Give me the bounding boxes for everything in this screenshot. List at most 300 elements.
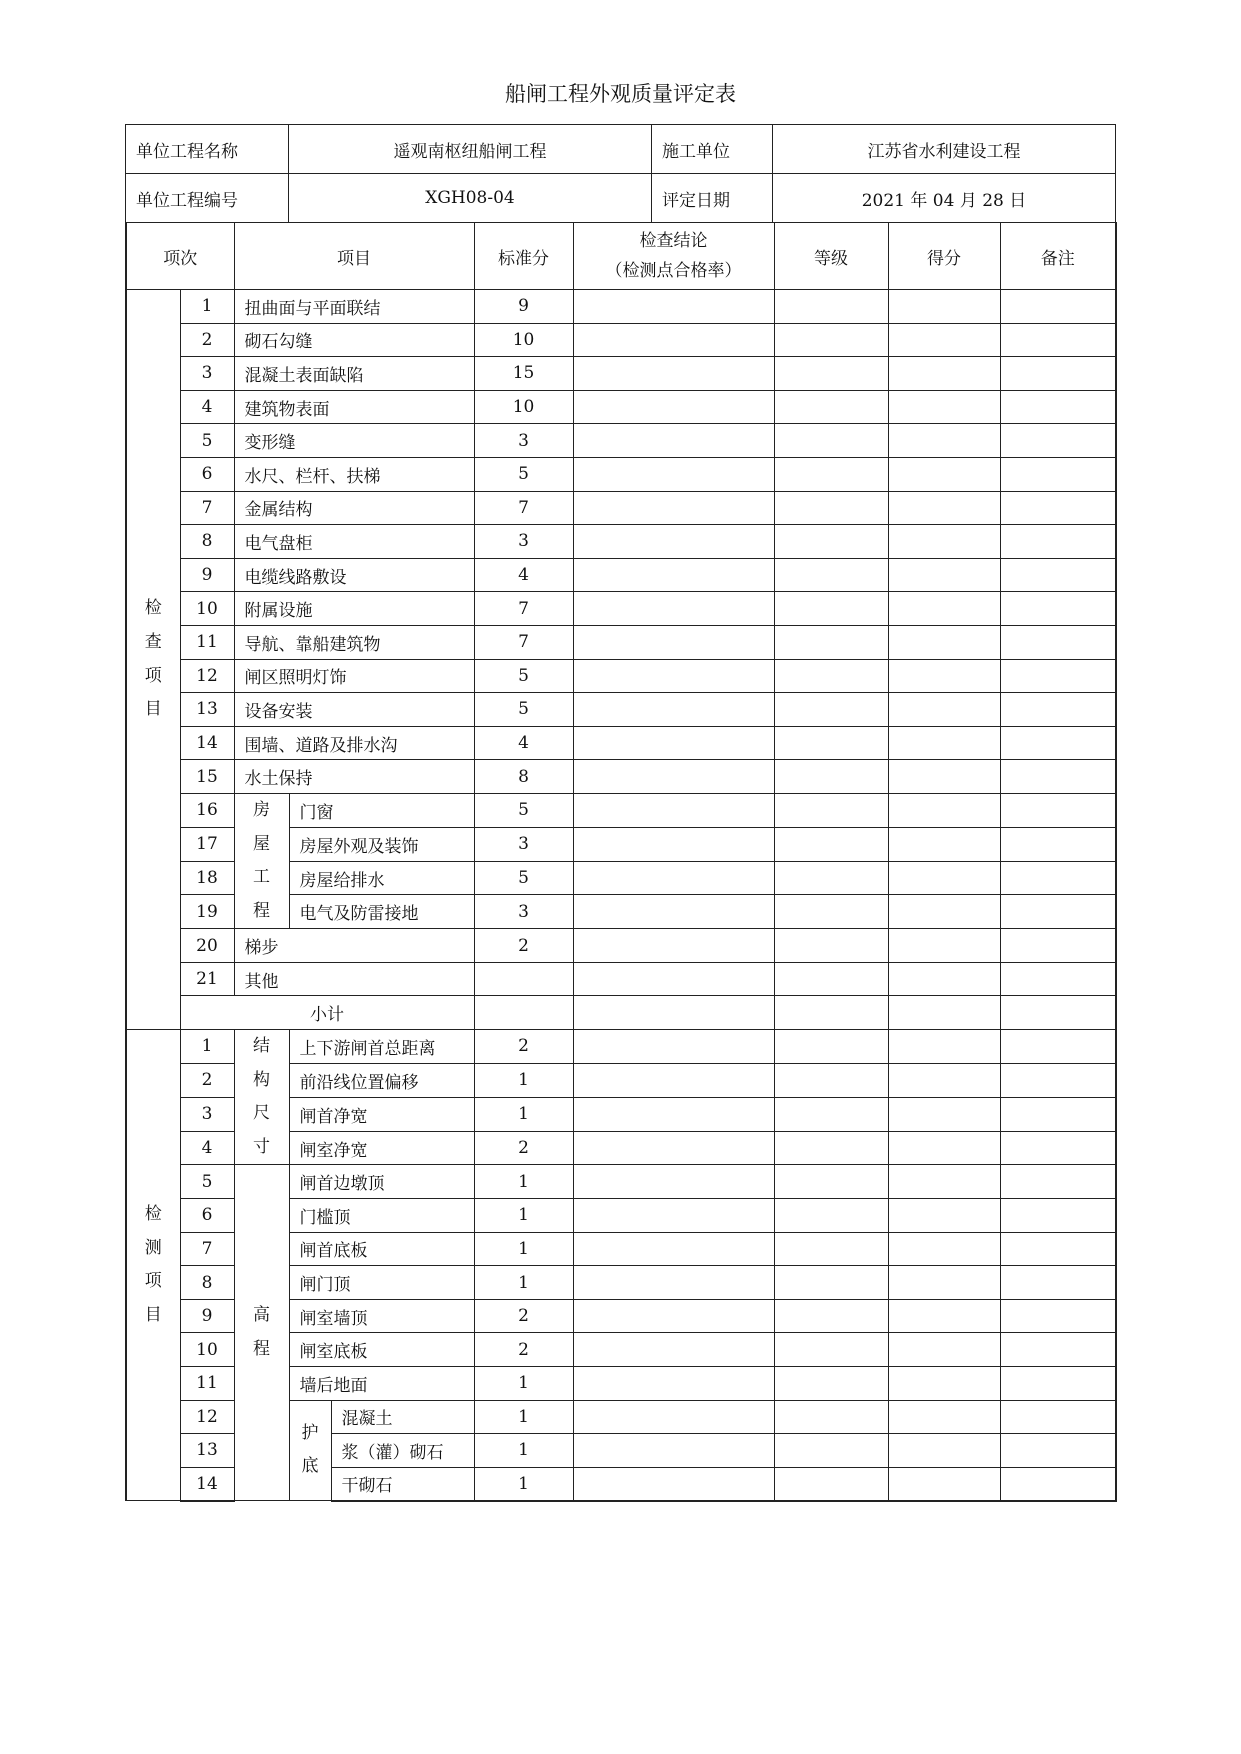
inspection-row-remark xyxy=(1000,929,1116,963)
inspection-row-standard-score: 5 xyxy=(474,659,573,693)
inspection-row-item: 导航、靠船建筑物 xyxy=(234,625,474,659)
apron-label-char: 底 xyxy=(301,1456,319,1477)
measurement-row-grade xyxy=(774,1400,888,1434)
measurement-row-standard-score: 1 xyxy=(474,1434,573,1468)
inspection-row-grade xyxy=(774,290,888,324)
inspection-row-number: 17 xyxy=(180,827,234,861)
measurement-group-label-char: 测 xyxy=(144,1237,162,1258)
inspection-row xyxy=(126,726,1116,760)
measurement-row-number: 11 xyxy=(180,1367,234,1401)
inspection-row-item: 梯步 xyxy=(234,929,474,963)
housing-group-label-char: 程 xyxy=(253,900,270,921)
measurement-row-grade xyxy=(774,1367,888,1401)
inspection-group-label xyxy=(126,290,180,1030)
inspection-row-item: 混凝土表面缺陷 xyxy=(234,357,474,391)
subtotal-row xyxy=(126,996,1116,1030)
inspection-row-number: 19 xyxy=(180,895,234,929)
inspection-row-grade xyxy=(774,525,888,559)
inspection-row-conclusion xyxy=(573,760,774,794)
inspection-row-conclusion xyxy=(573,525,774,559)
inspection-row-item: 建筑物表面 xyxy=(234,390,474,424)
measurement-row-score-earned xyxy=(888,1467,1000,1501)
col-conclusion-line1: 检查结论 xyxy=(639,231,708,251)
inspection-row-standard-score: 8 xyxy=(474,760,573,794)
col-conclusion-header xyxy=(573,223,774,290)
inspection-row-item: 水尺、栏杆、扶梯 xyxy=(234,457,474,491)
measurement-row-score-earned xyxy=(888,1266,1000,1300)
inspection-row-remark xyxy=(1000,558,1116,592)
measurement-row-standard-score: 1 xyxy=(474,1232,573,1266)
inspection-row-grade xyxy=(774,491,888,525)
inspection-row-remark xyxy=(1000,323,1116,357)
inspection-row-score-earned xyxy=(888,659,1000,693)
measurement-row-conclusion xyxy=(573,1097,774,1131)
inspection-row xyxy=(126,693,1116,727)
measurement-row-remark xyxy=(1000,1199,1116,1233)
measurement-row-item: 墙后地面 xyxy=(289,1367,474,1401)
measurement-row-conclusion xyxy=(573,1333,774,1367)
inspection-row-number: 16 xyxy=(180,793,234,827)
inspection-row-conclusion xyxy=(573,558,774,592)
inspection-row-number: 12 xyxy=(180,659,234,693)
inspection-row-conclusion xyxy=(573,625,774,659)
col-score-header: 得分 xyxy=(888,223,1000,290)
measurement-row-grade xyxy=(774,1165,888,1199)
subtotal-row-conclusion xyxy=(573,996,774,1030)
elevation-label xyxy=(234,1165,289,1501)
inspection-row-score-earned xyxy=(888,424,1000,458)
measurement-row-grade xyxy=(774,1266,888,1300)
measurement-row-remark xyxy=(1000,1131,1116,1165)
inspection-row-item: 闸区照明灯饰 xyxy=(234,659,474,693)
measurement-row-item: 混凝土 xyxy=(331,1400,474,1434)
measurement-row-remark xyxy=(1000,1367,1116,1401)
inspection-row-grade xyxy=(774,659,888,693)
housing-group-label xyxy=(234,793,289,928)
inspection-row-score-earned xyxy=(888,525,1000,559)
inspection-row-conclusion xyxy=(573,693,774,727)
page-title: 船闸工程外观质量评定表 xyxy=(505,82,736,106)
header-row-1 xyxy=(126,125,1116,174)
inspection-row-grade xyxy=(774,793,888,827)
inspection-row-score-earned xyxy=(888,693,1000,727)
measurement-row-grade xyxy=(774,1131,888,1165)
inspection-row xyxy=(126,323,1116,357)
inspection-row-score-earned xyxy=(888,290,1000,324)
unit-code-value: XGH08-04 xyxy=(289,174,652,223)
inspection-row xyxy=(126,962,1116,996)
inspection-row-conclusion xyxy=(573,424,774,458)
inspection-row-remark xyxy=(1000,962,1116,996)
measurement-row-standard-score: 1 xyxy=(474,1097,573,1131)
inspection-row-standard-score: 3 xyxy=(474,827,573,861)
unit-name-label: 单位工程名称 xyxy=(126,125,289,174)
inspection-row-grade xyxy=(774,929,888,963)
inspection-row-score-earned xyxy=(888,861,1000,895)
inspection-row-number: 20 xyxy=(180,929,234,963)
structure-size-label-char: 构 xyxy=(253,1069,270,1090)
inspection-row-remark xyxy=(1000,895,1116,929)
inspection-row xyxy=(126,592,1116,626)
inspection-row-remark xyxy=(1000,659,1116,693)
inspection-row-item: 门窗 xyxy=(289,793,474,827)
inspection-row-standard-score: 7 xyxy=(474,625,573,659)
inspection-row-score-earned xyxy=(888,592,1000,626)
inspection-row-conclusion xyxy=(573,861,774,895)
inspection-row-conclusion xyxy=(573,357,774,391)
inspection-row-standard-score xyxy=(474,962,573,996)
inspection-row-number: 4 xyxy=(180,390,234,424)
inspection-row-standard-score: 4 xyxy=(474,558,573,592)
measurement-row-conclusion xyxy=(573,1165,774,1199)
measurement-row-number: 13 xyxy=(180,1434,234,1468)
inspection-row-conclusion xyxy=(573,592,774,626)
structure-size-label-char: 结 xyxy=(253,1036,270,1057)
measurement-row-item: 闸首净宽 xyxy=(289,1097,474,1131)
inspection-row-grade xyxy=(774,693,888,727)
inspection-row-number: 9 xyxy=(180,558,234,592)
measurement-row-grade xyxy=(774,1199,888,1233)
inspection-row-standard-score: 5 xyxy=(474,861,573,895)
inspection-row-item: 金属结构 xyxy=(234,491,474,525)
inspection-row-remark xyxy=(1000,625,1116,659)
subtotal-row-score-earned xyxy=(888,996,1000,1030)
measurement-row-item: 闸室净宽 xyxy=(289,1131,474,1165)
measurement-row-standard-score: 1 xyxy=(474,1266,573,1300)
date-label: 评定日期 xyxy=(652,174,773,223)
inspection-row-item: 水土保持 xyxy=(234,760,474,794)
inspection-row-conclusion xyxy=(573,491,774,525)
inspection-row-number: 7 xyxy=(180,491,234,525)
housing-group-label-char: 屋 xyxy=(253,833,270,854)
col-grade-header: 等级 xyxy=(774,223,888,290)
inspection-row-grade xyxy=(774,592,888,626)
inspection-row xyxy=(126,357,1116,391)
inspection-row-standard-score: 5 xyxy=(474,793,573,827)
structure-size-label-char: 尺 xyxy=(253,1103,270,1124)
elevation-label-char: 程 xyxy=(253,1338,270,1359)
date-value: 2021 年 04 月 28 日 xyxy=(773,174,1116,223)
inspection-row xyxy=(126,659,1116,693)
measurement-row-number: 8 xyxy=(180,1266,234,1300)
structure-size-label-char: 寸 xyxy=(253,1136,270,1157)
measurement-row-number: 14 xyxy=(180,1467,234,1501)
structure-size-label xyxy=(234,1030,289,1165)
apron-label-char: 护 xyxy=(301,1422,319,1443)
inspection-row-grade xyxy=(774,827,888,861)
inspection-row-grade xyxy=(774,726,888,760)
subtotal-row-remark xyxy=(1000,996,1116,1030)
inspection-row-remark xyxy=(1000,592,1116,626)
measurement-row-item: 干砌石 xyxy=(331,1467,474,1501)
inspection-row-number: 15 xyxy=(180,760,234,794)
inspection-row-grade xyxy=(774,390,888,424)
subtotal-row-grade xyxy=(774,996,888,1030)
measurement-group-label-char: 项 xyxy=(144,1271,162,1292)
measurement-row-remark xyxy=(1000,1063,1116,1097)
inspection-row-grade xyxy=(774,625,888,659)
inspection-row-conclusion xyxy=(573,895,774,929)
inspection-row-remark xyxy=(1000,424,1116,458)
subtotal-label: 小计 xyxy=(180,996,474,1030)
measurement-group-label-char: 检 xyxy=(144,1204,162,1225)
measurement-row-conclusion xyxy=(573,1199,774,1233)
inspection-row-number: 13 xyxy=(180,693,234,727)
measurement-row-standard-score: 1 xyxy=(474,1199,573,1233)
measurement-group-label xyxy=(126,1030,180,1501)
measurement-row-score-earned xyxy=(888,1367,1000,1401)
inspection-row-number: 6 xyxy=(180,457,234,491)
inspection-row-number: 8 xyxy=(180,525,234,559)
measurement-row-number: 12 xyxy=(180,1400,234,1434)
inspection-row-number: 5 xyxy=(180,424,234,458)
measurement-row-remark xyxy=(1000,1400,1116,1434)
measurement-row-grade xyxy=(774,1333,888,1367)
inspection-row-item: 电气及防雷接地 xyxy=(289,895,474,929)
inspection-row-remark xyxy=(1000,861,1116,895)
inspection-row-remark xyxy=(1000,390,1116,424)
inspection-row-item: 变形缝 xyxy=(234,424,474,458)
inspection-row-conclusion xyxy=(573,962,774,996)
inspection-row-score-earned xyxy=(888,323,1000,357)
inspection-row-item: 扭曲面与平面联结 xyxy=(234,290,474,324)
inspection-row-remark xyxy=(1000,693,1116,727)
measurement-row-remark xyxy=(1000,1030,1116,1064)
inspection-row-number: 11 xyxy=(180,625,234,659)
inspection-row-score-earned xyxy=(888,962,1000,996)
inspection-row xyxy=(126,457,1116,491)
measurement-row-conclusion xyxy=(573,1030,774,1064)
inspection-row-item: 电缆线路敷设 xyxy=(234,558,474,592)
measurement-row-conclusion xyxy=(573,1131,774,1165)
measurement-row-number: 7 xyxy=(180,1232,234,1266)
inspection-row-standard-score: 5 xyxy=(474,693,573,727)
measurement-row-score-earned xyxy=(888,1165,1000,1199)
measurement-row-grade xyxy=(774,1030,888,1064)
inspection-row-conclusion xyxy=(573,726,774,760)
inspection-row-score-earned xyxy=(888,457,1000,491)
inspection-row-score-earned xyxy=(888,390,1000,424)
inspection-row-score-earned xyxy=(888,895,1000,929)
inspection-row-remark xyxy=(1000,457,1116,491)
header-table xyxy=(125,124,1116,223)
contractor-value: 江苏省水利建设工程 xyxy=(773,125,1116,174)
inspection-row-remark xyxy=(1000,525,1116,559)
measurement-row-remark xyxy=(1000,1097,1116,1131)
measurement-row-score-earned xyxy=(888,1333,1000,1367)
inspection-row-standard-score: 3 xyxy=(474,895,573,929)
inspection-row-remark xyxy=(1000,827,1116,861)
inspection-row-grade xyxy=(774,895,888,929)
measurement-row-grade xyxy=(774,1232,888,1266)
inspection-row-conclusion xyxy=(573,929,774,963)
measurement-row-score-earned xyxy=(888,1299,1000,1333)
measurement-row-grade xyxy=(774,1299,888,1333)
inspection-row xyxy=(126,625,1116,659)
inspection-row-grade xyxy=(774,457,888,491)
measurement-row-score-earned xyxy=(888,1030,1000,1064)
measurement-row-item: 闸门顶 xyxy=(289,1266,474,1300)
measurement-row-remark xyxy=(1000,1467,1116,1501)
inspection-row xyxy=(126,525,1116,559)
inspection-group-label-char: 检 xyxy=(144,598,162,619)
measurement-row-standard-score: 2 xyxy=(474,1131,573,1165)
measurement-row-item: 闸室底板 xyxy=(289,1333,474,1367)
measurement-row-standard-score: 1 xyxy=(474,1367,573,1401)
inspection-row xyxy=(126,290,1116,324)
measurement-row-remark xyxy=(1000,1299,1116,1333)
inspection-row-grade xyxy=(774,558,888,592)
measurement-row-number: 10 xyxy=(180,1333,234,1367)
inspection-row-number: 2 xyxy=(180,323,234,357)
inspection-row-item: 房屋外观及装饰 xyxy=(289,827,474,861)
measurement-row-score-earned xyxy=(888,1232,1000,1266)
inspection-row-item: 设备安装 xyxy=(234,693,474,727)
measurement-row-score-earned xyxy=(888,1434,1000,1468)
measurement-row-grade xyxy=(774,1063,888,1097)
inspection-row-remark xyxy=(1000,357,1116,391)
measurement-row-number: 3 xyxy=(180,1097,234,1131)
inspection-row-item: 其他 xyxy=(234,962,474,996)
inspection-row-number: 14 xyxy=(180,726,234,760)
measurement-row-item: 浆（灌）砌石 xyxy=(331,1434,474,1468)
inspection-row xyxy=(126,390,1116,424)
measurement-row-standard-score: 1 xyxy=(474,1063,573,1097)
inspection-row-number: 21 xyxy=(180,962,234,996)
inspection-row-grade xyxy=(774,323,888,357)
measurement-row-number: 6 xyxy=(180,1199,234,1233)
inspection-row-standard-score: 9 xyxy=(474,290,573,324)
measurement-row-item: 闸首底板 xyxy=(289,1232,474,1266)
contractor-label: 施工单位 xyxy=(652,125,773,174)
inspection-row-standard-score: 5 xyxy=(474,457,573,491)
measurement-row-number: 5 xyxy=(180,1165,234,1199)
measurement-row-standard-score: 2 xyxy=(474,1299,573,1333)
col-conclusion-line2: （检测点合格率） xyxy=(605,261,742,281)
unit-code-label: 单位工程编号 xyxy=(126,174,289,223)
measurement-row-remark xyxy=(1000,1165,1116,1199)
measurement-row-score-earned xyxy=(888,1063,1000,1097)
inspection-row-score-earned xyxy=(888,726,1000,760)
subtotal-standard-score xyxy=(474,996,573,1030)
measurement-row xyxy=(126,1165,1116,1199)
measurement-group-label-char: 目 xyxy=(144,1304,162,1325)
inspection-row-standard-score: 10 xyxy=(474,323,573,357)
inspection-row-standard-score: 2 xyxy=(474,929,573,963)
col-standard-score-header: 标准分 xyxy=(474,223,573,290)
inspection-row-item: 砌石勾缝 xyxy=(234,323,474,357)
inspection-row-number: 3 xyxy=(180,357,234,391)
measurement-row-item: 前沿线位置偏移 xyxy=(289,1063,474,1097)
measurement-row-conclusion xyxy=(573,1467,774,1501)
inspection-row-grade xyxy=(774,357,888,391)
inspection-row xyxy=(126,929,1116,963)
unit-name-value: 遥观南枢纽船闸工程 xyxy=(289,125,652,174)
measurement-row-score-earned xyxy=(888,1199,1000,1233)
measurement-row-remark xyxy=(1000,1232,1116,1266)
measurement-row-grade xyxy=(774,1467,888,1501)
measurement-row-item: 闸室墙顶 xyxy=(289,1299,474,1333)
housing-group-label-char: 房 xyxy=(253,799,270,820)
inspection-row-conclusion xyxy=(573,290,774,324)
measurement-row-grade xyxy=(774,1097,888,1131)
measurement-row xyxy=(126,1030,1116,1064)
inspection-row-score-earned xyxy=(888,357,1000,391)
measurement-row-standard-score: 2 xyxy=(474,1030,573,1064)
measurement-row-standard-score: 1 xyxy=(474,1165,573,1199)
inspection-row-score-earned xyxy=(888,625,1000,659)
inspection-row-remark xyxy=(1000,760,1116,794)
col-remark-header: 备注 xyxy=(1000,223,1116,290)
inspection-row-conclusion xyxy=(573,323,774,357)
inspection-group-label-char: 查 xyxy=(144,631,162,652)
measurement-row-conclusion xyxy=(573,1299,774,1333)
measurement-row-item: 上下游闸首总距离 xyxy=(289,1030,474,1064)
inspection-row-standard-score: 3 xyxy=(474,424,573,458)
measurement-row-number: 2 xyxy=(180,1063,234,1097)
inspection-row-item: 电气盘柜 xyxy=(234,525,474,559)
inspection-row-score-earned xyxy=(888,558,1000,592)
inspection-row-conclusion xyxy=(573,457,774,491)
inspection-row-number: 18 xyxy=(180,861,234,895)
inspection-row-grade xyxy=(774,861,888,895)
measurement-row-conclusion xyxy=(573,1266,774,1300)
inspection-row-item: 房屋给排水 xyxy=(289,861,474,895)
inspection-row-standard-score: 4 xyxy=(474,726,573,760)
inspection-row-item: 附属设施 xyxy=(234,592,474,626)
inspection-row-score-earned xyxy=(888,929,1000,963)
header-row-2 xyxy=(126,174,1116,223)
inspection-row xyxy=(126,424,1116,458)
measurement-row-score-earned xyxy=(888,1097,1000,1131)
column-header-row xyxy=(126,223,1116,290)
inspection-row-score-earned xyxy=(888,827,1000,861)
inspection-row-grade xyxy=(774,424,888,458)
measurement-row-grade xyxy=(774,1434,888,1468)
elevation-label-char: 高 xyxy=(253,1305,270,1326)
inspection-row-standard-score: 10 xyxy=(474,390,573,424)
measurement-row-conclusion xyxy=(573,1063,774,1097)
measurement-row-standard-score: 1 xyxy=(474,1467,573,1501)
measurement-row-score-earned xyxy=(888,1131,1000,1165)
measurement-row-item: 门槛顶 xyxy=(289,1199,474,1233)
assessment-table xyxy=(125,222,1117,1502)
measurement-row-score-earned xyxy=(888,1400,1000,1434)
inspection-row-conclusion xyxy=(573,793,774,827)
measurement-row-number: 4 xyxy=(180,1131,234,1165)
col-index-header: 项次 xyxy=(126,223,234,290)
inspection-row xyxy=(126,558,1116,592)
housing-group-label-char: 工 xyxy=(253,867,270,888)
measurement-row-remark xyxy=(1000,1333,1116,1367)
measurement-row-number: 9 xyxy=(180,1299,234,1333)
inspection-row-grade xyxy=(774,962,888,996)
inspection-row-number: 10 xyxy=(180,592,234,626)
measurement-row-conclusion xyxy=(573,1367,774,1401)
inspection-row xyxy=(126,491,1116,525)
inspection-row-score-earned xyxy=(888,491,1000,525)
measurement-row-conclusion xyxy=(573,1400,774,1434)
inspection-row-score-earned xyxy=(888,760,1000,794)
inspection-row-standard-score: 7 xyxy=(474,592,573,626)
inspection-row-number: 1 xyxy=(180,290,234,324)
measurement-row-remark xyxy=(1000,1434,1116,1468)
inspection-row-remark xyxy=(1000,491,1116,525)
measurement-row-conclusion xyxy=(573,1232,774,1266)
measurement-row-remark xyxy=(1000,1266,1116,1300)
measurement-row-conclusion xyxy=(573,1434,774,1468)
inspection-row-grade xyxy=(774,760,888,794)
